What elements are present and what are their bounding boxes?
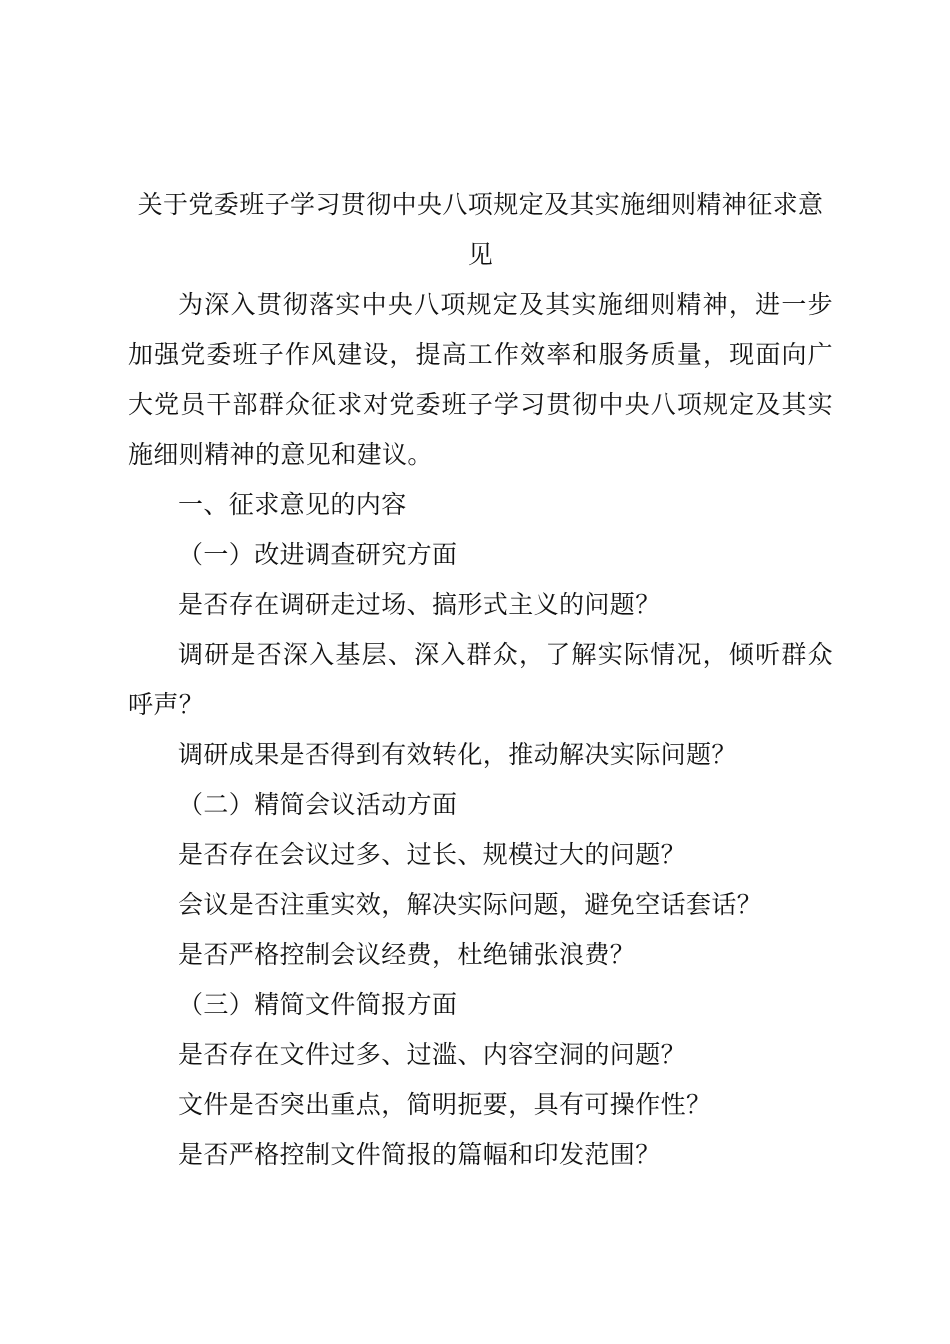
question-1-2: 调研是否深入基层、深入群众，了解实际情况，倾听群众呼声？ — [128, 640, 833, 719]
question-3-3: 是否严格控制文件简报的篇幅和印发范围？ — [178, 1140, 661, 1169]
subsection-heading-3: （三）精简文件简报方面 — [178, 990, 458, 1019]
subsection-heading-1: （一）改进调查研究方面 — [178, 540, 458, 569]
question-3-2: 文件是否突出重点，简明扼要，具有可操作性？ — [178, 1090, 712, 1119]
question-2-2: 会议是否注重实效，解决实际问题，避免空话套话？ — [178, 890, 763, 919]
document-body — [128, 180, 833, 1180]
question-2-1: 是否存在会议过多、过长、规模过大的问题？ — [178, 840, 687, 869]
intro-paragraph: 为深入贯彻落实中央八项规定及其实施细则精神，进一步加强党委班子作风建设，提高工作效率和服务质量，现面向广大党员干部群众征求对党委班子学习贯彻中央八项规定及其实施细则精神的意见和建议。 — [128, 290, 833, 469]
question-3-1: 是否存在文件过多、过滥、内容空洞的问题？ — [178, 1040, 687, 1069]
subsection-heading-2: （二）精简会议活动方面 — [178, 790, 458, 819]
section-heading-1: 一、征求意见的内容 — [178, 490, 407, 519]
question-2-3: 是否严格控制会议经费，杜绝铺张浪费？ — [178, 940, 636, 969]
document-title-line-2: 见 — [467, 240, 494, 269]
question-1-3: 调研成果是否得到有效转化，推动解决实际问题？ — [178, 740, 737, 769]
question-1-1: 是否存在调研走过场、搞形式主义的问题？ — [178, 590, 661, 619]
document-title-line-1: 关于党委班子学习贯彻中央八项规定及其实施细则精神征求意 — [137, 190, 824, 219]
